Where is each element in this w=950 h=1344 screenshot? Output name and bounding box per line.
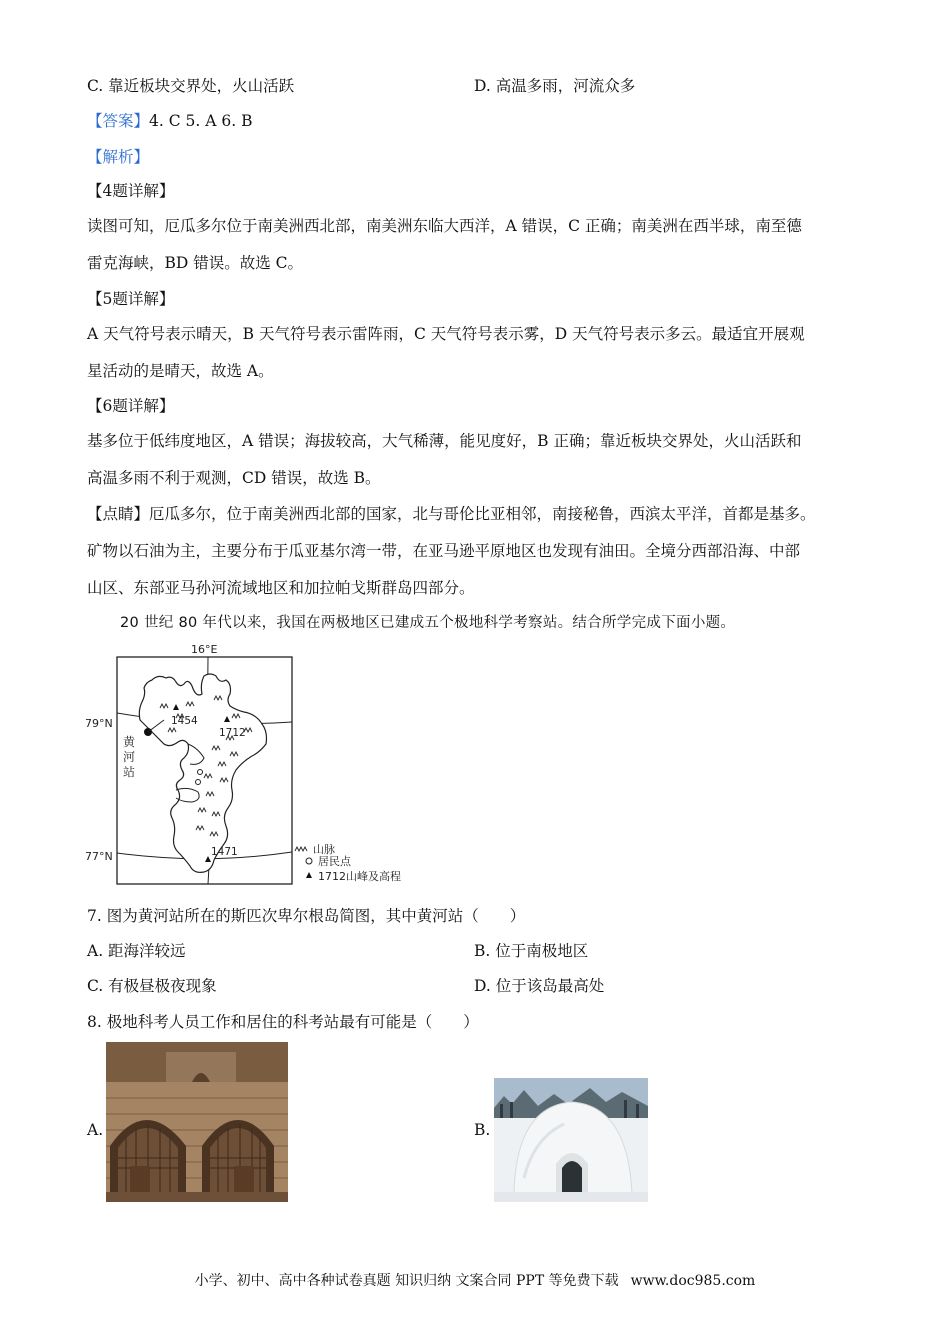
legend-peak-icon	[306, 872, 312, 878]
q8-stem: 8. 极地科考人员工作和居住的科考站最有可能是（ ）	[87, 1013, 479, 1031]
q4-line-1: 读图可知，厄瓜多尔位于南美洲西北部，南美洲东临大西洋，A 错误，C 正确；南美洲在西半球，南至德	[87, 217, 802, 235]
footer-url[interactable]: www.doc985.com	[630, 1273, 756, 1289]
dianjing-text-1: 厄瓜多尔，位于南美洲西北部的国家，北与哥伦比亚相邻，南接秘鲁，西滨太平洋，首都是基多。	[149, 505, 816, 523]
cave-dwelling-image	[106, 1042, 288, 1202]
q7-stem: 7. 图为黄河站所在的斯匹次卑尔根岛简图，其中黄河站（ ）	[87, 907, 526, 925]
answer-text: 4. C 5. A 6. B	[149, 112, 253, 130]
settlement-2	[196, 780, 201, 785]
lat-label-79: 79°N	[85, 717, 113, 730]
peak-label-2: 1712	[219, 727, 246, 739]
legend-peak: 1712山峰及高程	[318, 870, 401, 883]
q6-tag: 【6题详解】	[87, 397, 175, 415]
svalbard-map	[80, 640, 420, 890]
settlement-1	[198, 770, 203, 775]
legend-settlement-icon	[306, 858, 312, 864]
peak-label-1: 1454	[171, 715, 198, 727]
dianjing-line-1	[87, 504, 816, 524]
q4-tag: 【4题详解】	[87, 182, 175, 200]
q4-line-2: 雷克海峡，BD 错误。故选 C。	[87, 254, 304, 272]
igloo-image	[494, 1078, 648, 1202]
q8-option-b-label: B.	[474, 1121, 491, 1139]
q7-option-a: A. 距海洋较远	[87, 942, 186, 960]
q7-option-b: B. 位于南极地区	[474, 942, 589, 960]
q8-option-a-label: A.	[87, 1121, 104, 1139]
legend-mountain: 山脉	[313, 843, 335, 856]
legend-settlement: 居民点	[318, 855, 351, 868]
dianjing-line-2: 矿物以石油为主，主要分布于瓜亚基尔湾一带，在亚马逊平原地区也发现有油田。全境分西部沿海、中部	[87, 542, 801, 560]
peak-label-3: 1471	[211, 846, 238, 858]
station-label: 黄 河 站	[123, 735, 136, 779]
q6-line-2: 高温多雨不利于观测，CD 错误，故选 B。	[87, 469, 381, 487]
q6-line-1: 基多位于低纬度地区，A 错误；海拔较高，大气稀薄，能见度好，B 正确；靠近板块交界处，火山活跃和	[87, 432, 802, 450]
option-c: C. 靠近板块交界处，火山活跃	[87, 77, 295, 95]
lon-label: 16°E	[191, 643, 218, 656]
q5-tag: 【5题详解】	[87, 290, 175, 308]
option-d: D. 高温多雨，河流众多	[474, 77, 636, 95]
q7-option-c: C. 有极昼极夜现象	[87, 977, 217, 995]
analysis-tag: 【解析】	[87, 148, 150, 166]
footer	[0, 1270, 950, 1290]
dianjing-tag: 【点睛】	[87, 505, 150, 523]
q5-line-2: 星活动的是晴天，故选 A。	[87, 362, 274, 380]
lat-label-77: 77°N	[85, 850, 113, 863]
q7-option-d: D. 位于该岛最高处	[474, 977, 605, 995]
footer-text: 小学、初中、高中各种试卷真题 知识归纳 文案合同 PPT 等免费下载	[194, 1273, 619, 1289]
q5-line-1: A 天气符号表示晴天，B 天气符号表示雷阵雨，C 天气符号表示雾，D 天气符号表示多云。最适宜开展观	[87, 325, 805, 343]
legend-mountain-icon	[295, 847, 307, 851]
island-outline	[139, 674, 266, 872]
answer-line	[87, 111, 252, 131]
answer-tag: 【答案】	[87, 112, 150, 130]
intro-text: 20 世纪 80 年代以来，我国在两极地区已建成五个极地科学考察站。结合所学完成下面小题。	[120, 615, 736, 631]
dianjing-line-3: 山区、东部亚马孙河流域地区和加拉帕戈斯群岛四部分。	[87, 579, 475, 597]
map-legend	[295, 843, 401, 883]
